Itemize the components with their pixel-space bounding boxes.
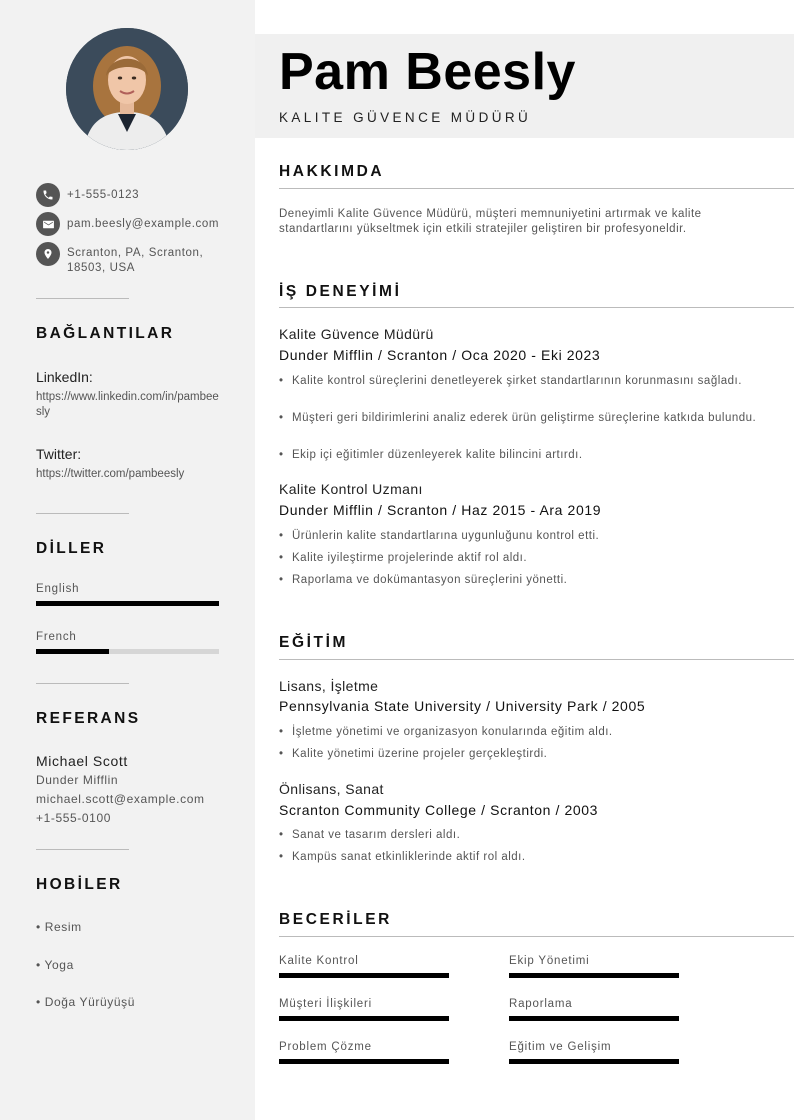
skill-name: Müşteri İlişkileri <box>279 998 372 1010</box>
skill-level-fill <box>509 1016 679 1021</box>
twitter-label: Twitter: <box>36 446 82 462</box>
contact-address <box>36 242 207 276</box>
job-meta: Dunder Mifflin / Scranton / Haz 2015 - Ara 2019 <box>279 502 602 518</box>
reference-name: Michael Scott <box>36 753 128 769</box>
section-rule <box>279 936 794 937</box>
job-bullet: • Raporlama ve dokümantasyon süreçlerini yönetti. <box>279 573 759 588</box>
education-degree: Önlisans, Sanat <box>279 781 384 797</box>
skill-name: Problem Çözme <box>279 1041 372 1053</box>
reference-email: michael.scott@example.com <box>36 792 205 806</box>
hobby-item: • Resim <box>36 920 82 934</box>
section-rule <box>279 188 794 189</box>
hobby-item: • Doğa Yürüyüşü <box>36 995 136 1009</box>
education-bullet: • İşletme yönetimi ve organizasyon konularında eğitim aldı. <box>279 725 759 740</box>
phone-icon <box>36 183 60 207</box>
address-text: Scranton, PA, Scranton, 18503, USA <box>67 247 204 274</box>
education-meta: Pennsylvania State University / University Park / 2005 <box>279 698 646 714</box>
language-level-bar <box>36 601 219 606</box>
about-heading: HAKKIMDA <box>279 163 385 180</box>
skill-level-fill <box>279 1016 449 1021</box>
reference-phone: +1-555-0100 <box>36 811 111 825</box>
job-bullet: • Ekip içi eğitimler düzenleyerek kalite bilincini artırdı. <box>279 448 759 463</box>
education-bullet: • Kalite yönetimi üzerine projeler gerçekleştirdi. <box>279 747 759 762</box>
twitter-link[interactable]: https://twitter.com/pambeesly <box>36 468 185 480</box>
references-heading: REFERANS <box>36 710 141 727</box>
hobbies-heading: HOBİLER <box>36 876 123 893</box>
job-role: Kalite Kontrol Uzmanı <box>279 481 423 497</box>
skill-level-bar <box>509 973 679 978</box>
education-heading: EĞİTİM <box>279 634 348 651</box>
divider <box>36 683 129 684</box>
skill-level-bar <box>279 1059 449 1064</box>
job-bullet: • Ürünlerin kalite standartlarına uygunluğunu kontrol etti. <box>279 529 759 544</box>
divider <box>36 298 129 299</box>
education-bullet: • Sanat ve tasarım dersleri aldı. <box>279 828 759 843</box>
sidebar <box>0 0 255 1120</box>
skill-level-fill <box>279 973 449 978</box>
skill-name: Kalite Kontrol <box>279 955 359 967</box>
skill-level-bar <box>279 1016 449 1021</box>
job-bullet: • Kalite kontrol süreçlerini denetleyerek şirket standartlarının korunmasını sağladı. <box>279 374 759 389</box>
language-level-fill <box>36 649 109 654</box>
skill-level-fill <box>509 1059 679 1064</box>
contact-phone <box>36 183 217 207</box>
languages-heading: DİLLER <box>36 540 107 557</box>
candidate-name: Pam Beesly <box>279 43 576 101</box>
phone-text: +1-555-0123 <box>67 189 140 201</box>
linkedin-link[interactable]: https://www.linkedin.com/in/pambeesly <box>36 391 219 418</box>
skills-heading: BECERİLER <box>279 911 392 928</box>
skill-level-fill <box>279 1059 449 1064</box>
reference-company: Dunder Mifflin <box>36 773 119 787</box>
education-meta: Scranton Community College / Scranton / 2003 <box>279 802 598 818</box>
skill-level-fill <box>509 973 679 978</box>
skill-name: Raporlama <box>509 998 573 1010</box>
skill-level-bar <box>279 973 449 978</box>
education-bullet: • Kampüs sanat etkinliklerinde aktif rol aldı. <box>279 850 759 865</box>
linkedin-label: LinkedIn: <box>36 369 93 385</box>
job-bullet: • Müşteri geri bildirimlerini analiz ederek ürün geliştirme süreçlerine katkıda bulundu. <box>279 411 759 426</box>
skill-name: Ekip Yönetimi <box>509 955 590 967</box>
section-rule <box>279 307 794 308</box>
language-name: French <box>36 631 77 643</box>
location-icon <box>36 242 60 266</box>
divider <box>36 849 129 850</box>
job-role: Kalite Güvence Müdürü <box>279 326 434 342</box>
job-meta: Dunder Mifflin / Scranton / Oca 2020 - Eki 2023 <box>279 347 601 363</box>
job-title: KALITE GÜVENCE MÜDÜRÜ <box>279 110 532 125</box>
skill-name: Eğitim ve Gelişim <box>509 1041 612 1053</box>
hobby-item: • Yoga <box>36 958 74 972</box>
education-degree: Lisans, İşletme <box>279 678 379 694</box>
divider <box>36 513 129 514</box>
about-text: Deneyimli Kalite Güvence Müdürü, müşteri memnuniyetini artırmak ve kalite standartlarını yükseltmek için etkili stratejiler geliştiren bir profesyoneldir. <box>279 208 702 235</box>
email-text: pam.beesly@example.com <box>67 218 220 230</box>
section-rule <box>279 659 794 660</box>
experience-heading: İŞ DENEYİMİ <box>279 283 402 300</box>
skill-level-bar <box>509 1016 679 1021</box>
skill-level-bar <box>509 1059 679 1064</box>
language-level-fill <box>36 601 219 606</box>
contact-email <box>36 212 220 236</box>
language-name: English <box>36 583 80 595</box>
links-heading: BAĞLANTILAR <box>36 325 175 342</box>
language-level-bar <box>36 649 219 654</box>
job-bullet: • Kalite iyileştirme projelerinde aktif rol aldı. <box>279 551 759 566</box>
mail-icon <box>36 212 60 236</box>
avatar <box>66 28 188 150</box>
